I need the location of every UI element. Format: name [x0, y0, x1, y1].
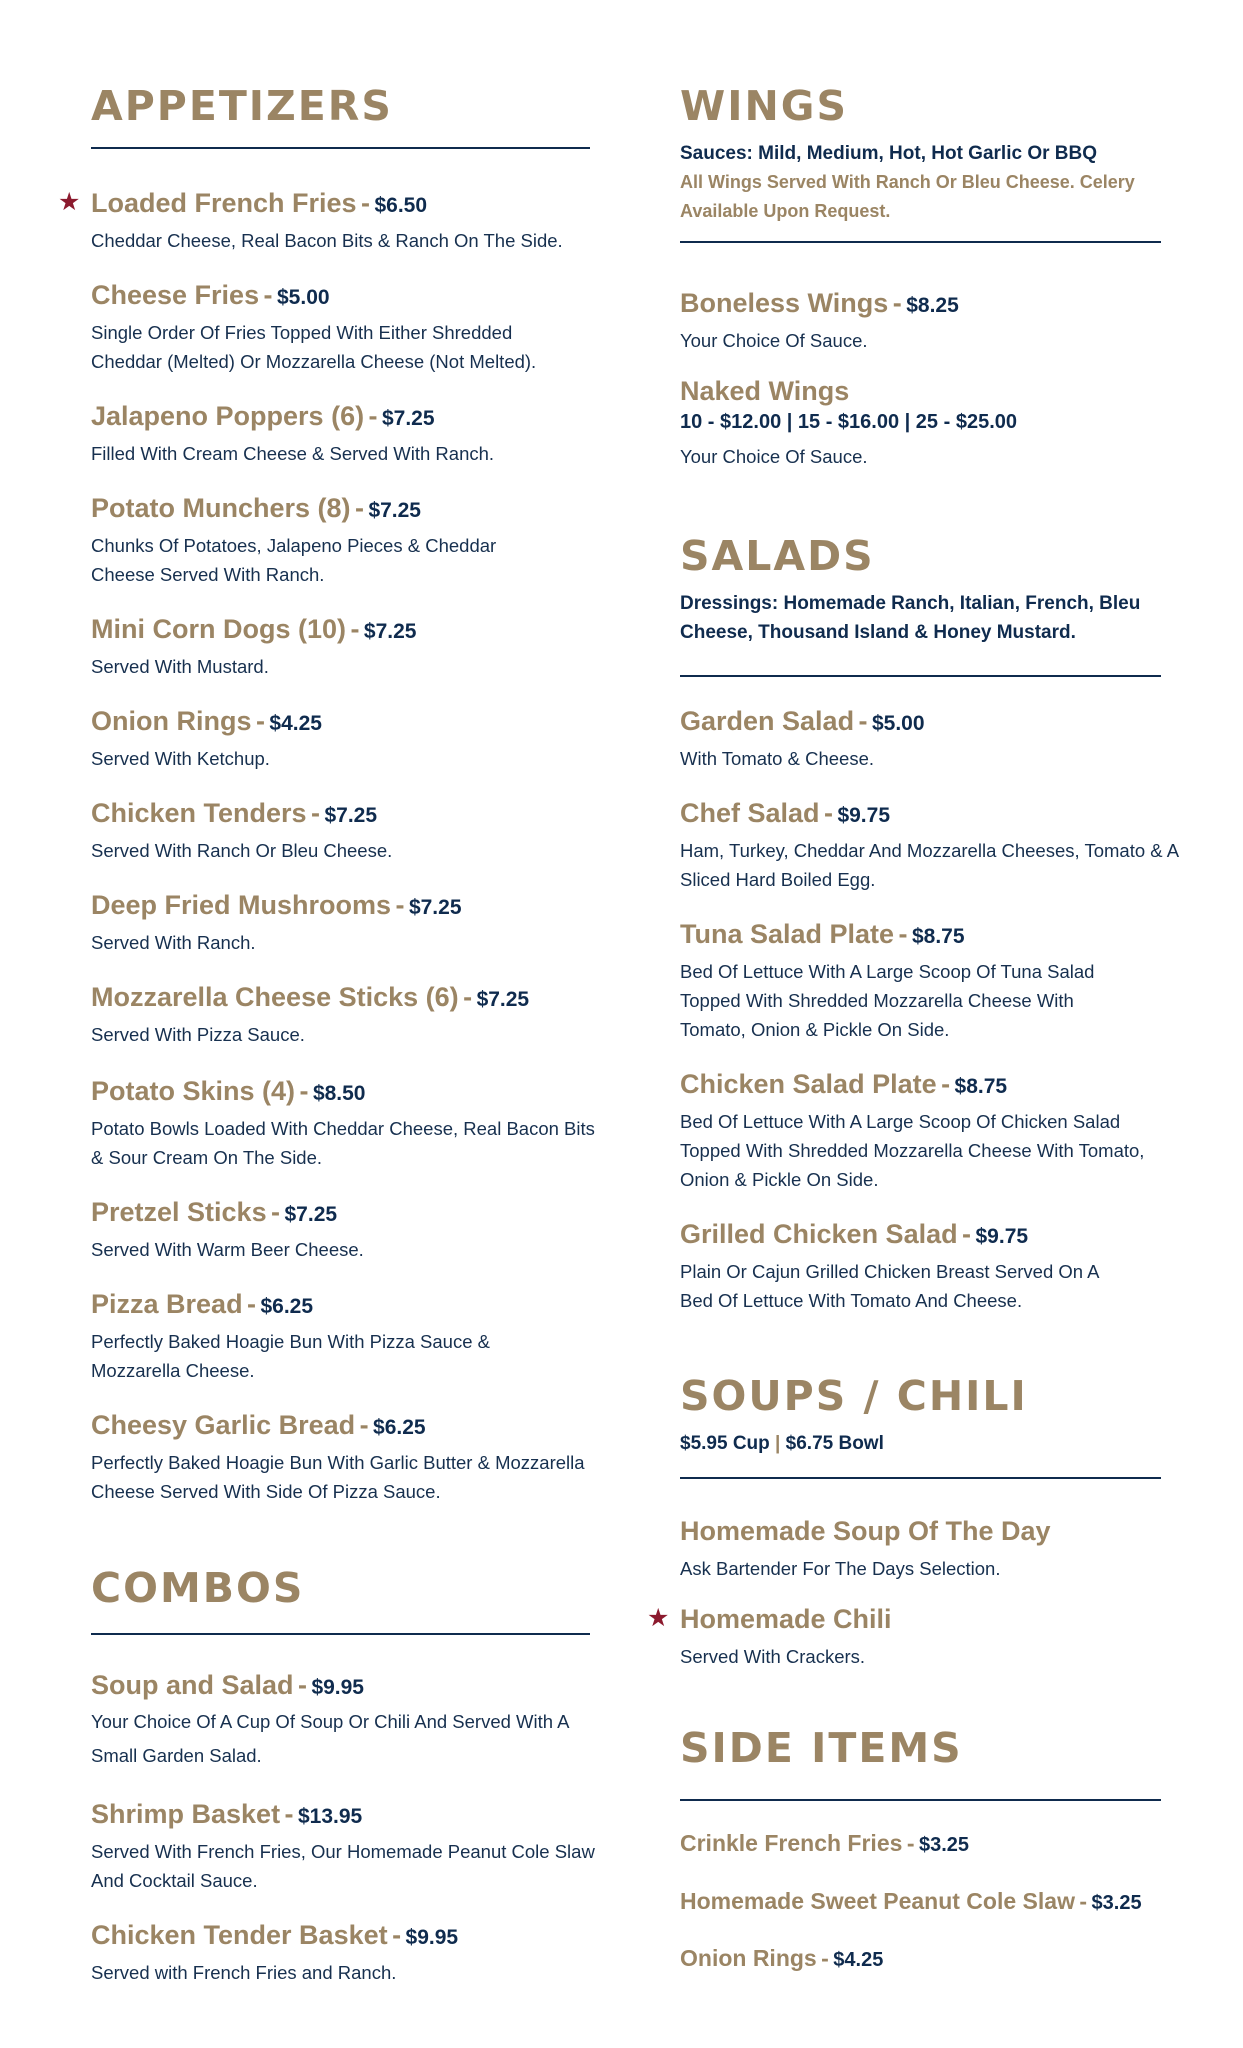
appetizers-header: [91, 82, 591, 149]
soups-prices: [680, 1429, 1180, 1458]
dash: -: [395, 890, 405, 920]
item-price: $7.25: [363, 620, 417, 643]
item-price: $6.25: [260, 1295, 314, 1318]
item-description: Ham, Turkey, Cheddar And Mozzarella Cheeses, Tomato & A Sliced Hard Boiled Egg.: [680, 840, 1179, 890]
item-price: $9.95: [311, 1676, 364, 1699]
dash: -: [284, 1799, 294, 1829]
item-name: Tuna Salad Plate: [680, 919, 895, 949]
dash: -: [962, 1219, 972, 1249]
dash: -: [392, 1920, 402, 1950]
item-price: $7.25: [284, 1203, 338, 1226]
menu-item: [91, 892, 591, 957]
dash: -: [1079, 1888, 1088, 1914]
salads-header: [680, 532, 1180, 677]
item-name: Grilled Chicken Salad: [680, 1219, 958, 1249]
dash: -: [247, 1289, 257, 1319]
item-price: $9.75: [975, 1225, 1029, 1248]
item-name: Naked Wings: [680, 376, 850, 406]
item-description: Perfectly Baked Hoagie Bun With Garlic Butter & Mozzarella Cheese Served With Side Of Pizza Sauce.: [91, 1452, 585, 1502]
menu-item: [680, 1071, 1180, 1194]
item-name: Potato Munchers (8): [91, 493, 351, 523]
item-price: $7.25: [324, 804, 378, 827]
dash: -: [821, 1945, 829, 1971]
item-name: Boneless Wings: [680, 288, 889, 318]
combos-header: [91, 1564, 591, 1635]
cup-price: $5.95 Cup: [680, 1433, 770, 1454]
item-description: Served With French Fries, Our Homemade Peanut Cole Slaw And Cocktail Sauce.: [91, 1841, 595, 1891]
item-price-tiers: 10 - $12.00 | 15 - $16.00 | 25 - $25.00: [680, 411, 1017, 433]
bowl-price: $6.75 Bowl: [785, 1433, 884, 1454]
item-description: Served With Ranch Or Bleu Cheese.: [91, 840, 393, 861]
item-name: Potato Skins (4): [91, 1076, 296, 1106]
soups-header: [680, 1372, 1180, 1479]
dash: -: [824, 798, 833, 828]
item-description: Cheddar Cheese, Real Bacon Bits & Ranch On The Side.: [91, 230, 563, 251]
menu-item: [91, 984, 591, 1049]
item-price: $5.00: [277, 286, 330, 309]
item-description: Served With Ranch.: [91, 932, 256, 953]
menu-item: [91, 1291, 591, 1385]
item-description: Potato Bowls Loaded With Cheddar Cheese, Real Bacon Bits & Sour Cream On The Side.: [91, 1118, 595, 1168]
item-price: $7.25: [381, 407, 435, 430]
menu-item: [91, 282, 591, 376]
menu-item: [680, 1947, 1180, 1970]
menu-item: [647, 1604, 1180, 1671]
item-price: $13.95: [297, 1805, 363, 1828]
dash: -: [898, 919, 908, 949]
dash: -: [368, 401, 378, 431]
item-description: Served with French Fries and Ranch.: [91, 1962, 397, 1983]
item-name: Cheese Fries: [91, 280, 260, 310]
item-name: Homemade Sweet Peanut Cole Slaw: [680, 1888, 1075, 1914]
dash: -: [858, 706, 868, 736]
item-name: Chicken Salad Plate: [680, 1069, 937, 1099]
item-price: $8.25: [906, 294, 959, 317]
menu-item: [91, 403, 591, 468]
item-price: $3.25: [919, 1834, 970, 1856]
item-name: Onion Rings: [91, 706, 252, 736]
item-description: Plain Or Cajun Grilled Chicken Breast Served On A Bed Of Lettuce With Tomato And Cheese.: [680, 1261, 1099, 1311]
wings-note: All Wings Served With Ranch Or Bleu Cheese. Celery Available Upon Request.: [680, 172, 1135, 221]
item-name: Soup and Salad: [91, 1670, 294, 1700]
item-price: $7.25: [476, 988, 530, 1011]
item-description: Served With Crackers.: [680, 1646, 866, 1667]
item-price: $6.25: [373, 1416, 426, 1439]
menu-item: [680, 1832, 1180, 1855]
item-name: Loaded French Fries: [91, 188, 357, 218]
dash: -: [311, 798, 321, 828]
dash: -: [255, 706, 265, 736]
menu-item: [91, 495, 591, 589]
soups-divider: [680, 1477, 1161, 1479]
soups-title: SOUPS / CHILI: [680, 1372, 1028, 1420]
item-price: $7.25: [408, 896, 462, 919]
appetizers-divider: [91, 147, 590, 149]
wings-divider: [680, 241, 1161, 243]
item-description: Served With Warm Beer Cheese.: [91, 1239, 364, 1260]
combos-divider: [91, 1633, 590, 1635]
salads-divider: [680, 675, 1161, 677]
menu-item: [91, 1076, 595, 1172]
dash: -: [271, 1197, 281, 1227]
menu-item: [680, 1518, 1180, 1583]
appetizers-title: APPETIZERS: [91, 82, 393, 130]
item-description: Ask Bartender For The Days Selection.: [680, 1558, 1001, 1579]
item-price: $4.25: [269, 712, 322, 735]
item-description: Served With Pizza Sauce.: [91, 1024, 305, 1045]
menu-item: [680, 290, 1180, 355]
item-name: Homemade Soup Of The Day: [680, 1516, 1051, 1546]
menu-item: [680, 378, 1180, 471]
item-description: Your Choice Of A Cup Of Soup Or Chili And Served With A Small Garden Salad.: [91, 1711, 569, 1766]
item-description: Bed Of Lettuce With A Large Scoop Of Chicken Salad Topped With Shredded Mozzarella Cheese With Tomato, Onion & Pickle On Side.: [680, 1111, 1145, 1190]
salads-dressings: Dressings: Homemade Ranch, Italian, French, Bleu Cheese, Thousand Island & Honey Mustard.: [680, 593, 1141, 643]
menu-item: [58, 188, 591, 255]
menu-item: [680, 1890, 1180, 1913]
item-description: Your Choice Of Sauce.: [680, 446, 868, 467]
item-description: Chunks Of Potatoes, Jalapeno Pieces & Cheddar Cheese Served With Ranch.: [91, 535, 497, 585]
menu-item: [91, 708, 591, 773]
menu-item: [680, 921, 1180, 1044]
dash: -: [350, 614, 360, 644]
menu-item: [680, 708, 1180, 773]
item-name: Pretzel Sticks: [91, 1197, 267, 1227]
dash: -: [892, 288, 902, 318]
item-name: Crinkle French Fries: [680, 1830, 903, 1856]
item-description: Single Order Of Fries Topped With Either Shredded Cheddar (Melted) Or Mozzarella Cheese (Not Melted).: [91, 322, 537, 372]
item-price: $5.00: [871, 712, 925, 735]
wings-sauces: Sauces: Mild, Medium, Hot, Hot Garlic Or BBQ: [680, 143, 1097, 164]
dash: -: [299, 1076, 309, 1106]
item-name: Chicken Tenders: [91, 798, 307, 828]
item-price: $9.75: [837, 804, 891, 827]
item-name: Jalapeno Poppers (6): [91, 401, 365, 431]
menu-item: [680, 800, 1180, 894]
dash: -: [263, 280, 273, 310]
menu-item: [91, 1199, 591, 1264]
item-name: Mozzarella Cheese Sticks (6): [91, 982, 459, 1012]
item-name: Deep Fried Mushrooms: [91, 890, 392, 920]
item-description: Bed Of Lettuce With A Large Scoop Of Tuna Salad Topped With Shredded Mozzarella Cheese With Tomato, Onion & Pickle On Side.: [680, 961, 1095, 1040]
dash: -: [941, 1069, 951, 1099]
menu-item: [91, 616, 591, 681]
item-price: $8.75: [954, 1075, 1008, 1098]
item-name: Garden Salad: [680, 706, 855, 736]
side-items-title: SIDE ITEMS: [680, 1724, 963, 1772]
menu-item: [91, 1799, 595, 1895]
side-items-header: [680, 1724, 1180, 1801]
item-name: Chef Salad: [680, 798, 820, 828]
menu-item: [91, 1922, 591, 1987]
star-icon: ★: [58, 188, 81, 216]
item-description: Your Choice Of Sauce.: [680, 330, 868, 351]
dash: -: [463, 982, 473, 1012]
item-price: $7.25: [368, 499, 421, 522]
item-price: $4.25: [833, 1949, 884, 1971]
item-price: $9.95: [405, 1926, 459, 1949]
item-name: Mini Corn Dogs (10): [91, 614, 346, 644]
item-price: $8.50: [312, 1082, 366, 1105]
dash: -: [906, 1830, 915, 1856]
item-name: Chicken Tender Basket: [91, 1920, 388, 1950]
wings-title: WINGS: [680, 82, 848, 130]
side-items-divider: [680, 1799, 1161, 1801]
menu-item: [91, 1672, 591, 1773]
item-price: $3.25: [1091, 1892, 1142, 1914]
star-icon: ★: [647, 1604, 670, 1632]
item-name: Shrimp Basket: [91, 1799, 281, 1829]
item-description: Served With Mustard.: [91, 656, 269, 677]
combos-title: COMBOS: [91, 1564, 305, 1612]
menu-item: [680, 1221, 1180, 1315]
item-description: Perfectly Baked Hoagie Bun With Pizza Sauce & Mozzarella Cheese.: [91, 1331, 490, 1381]
price-separator: |: [775, 1433, 781, 1454]
item-description: Filled With Cream Cheese & Served With Ranch.: [91, 443, 495, 464]
item-price: $8.75: [911, 925, 965, 948]
menu-item: [91, 800, 591, 865]
item-name: Pizza Bread: [91, 1289, 243, 1319]
dash: -: [361, 188, 371, 218]
dash: -: [354, 493, 364, 523]
wings-header: [680, 82, 1180, 243]
item-name: Homemade Chili: [680, 1604, 892, 1634]
dash: -: [359, 1410, 369, 1440]
item-description: Served With Ketchup.: [91, 748, 270, 769]
item-description: With Tomato & Cheese.: [680, 748, 874, 769]
item-price: $6.50: [374, 194, 428, 217]
item-name: Onion Rings: [680, 1945, 817, 1971]
menu-item: [91, 1412, 591, 1506]
item-name: Cheesy Garlic Bread: [91, 1410, 356, 1440]
dash: -: [297, 1670, 307, 1700]
salads-title: SALADS: [680, 532, 875, 580]
